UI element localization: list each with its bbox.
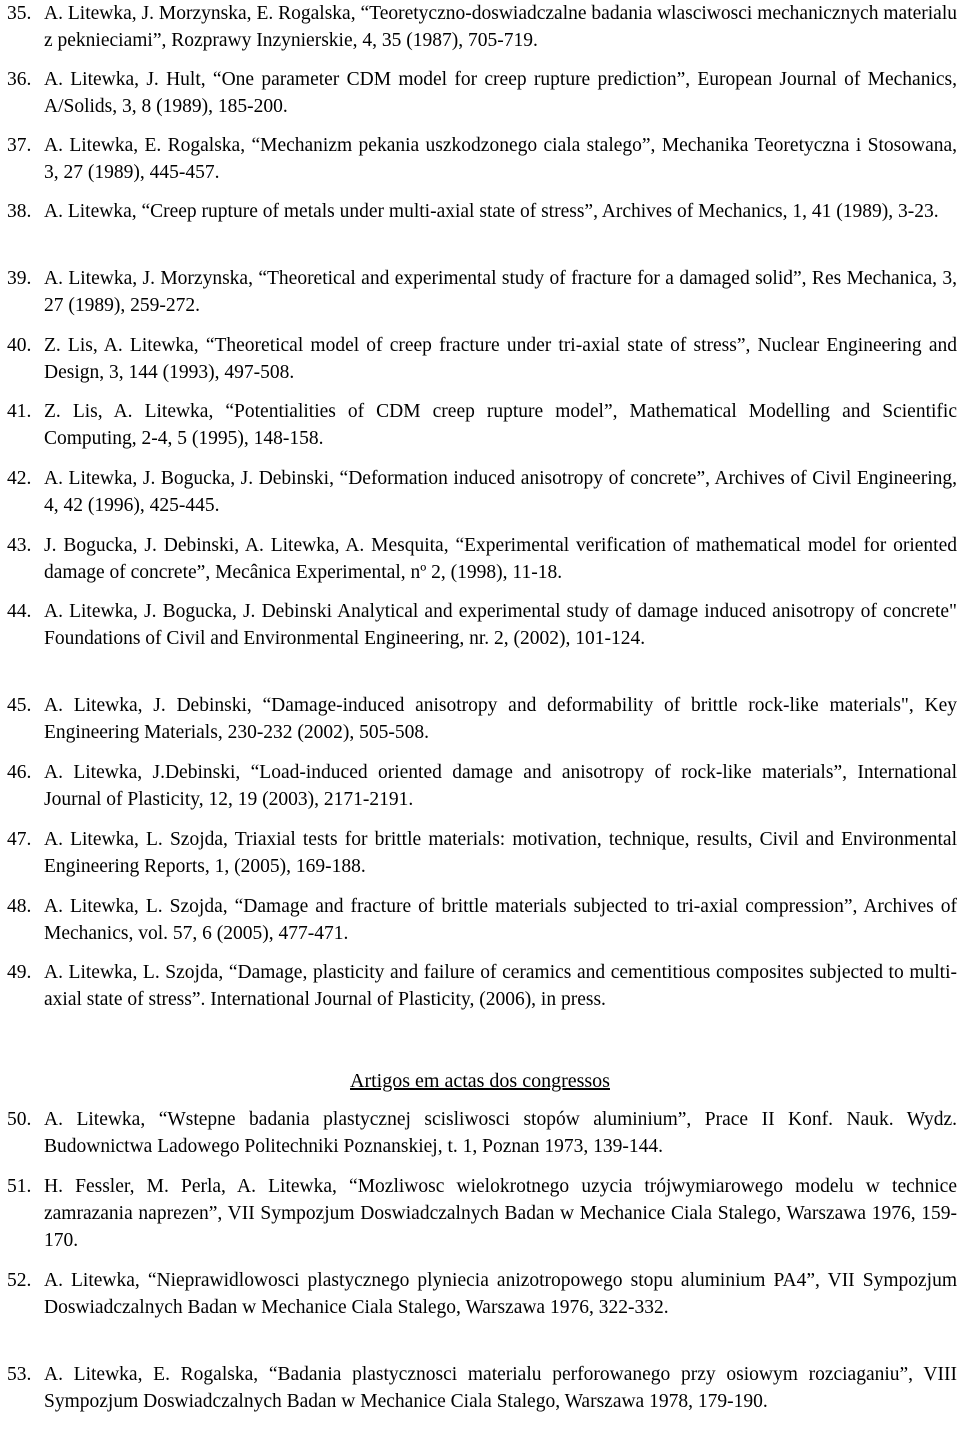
reference-text: A. Litewka, “Wstepne badania plastycznej scisliwosci stopów aluminium”, Prace II Konf. Nauk. Wydz. Budownictwa Ladowego Politechniki Poznanskiej, t. 1, Poznan 1973, 139-144. xyxy=(44,1109,957,1157)
reference-text: H. Fessler, M. Perla, A. Litewka, “Mozliwosc wielokrotnego uzycia trójwymiarowego modelu w technice zamrazania naprezen”, VII Sympozjum Doswiadczalnych Badan w Mechanice Ciala Stalego, Warszawa 1976, 159-170. xyxy=(44,1176,957,1251)
reference-text: A. Litewka, J. Morzynska, E. Rogalska, “Teoretyczno-doswiadczalne badania wlasciwosci mechanicznych materialu z peknieciami”, Rozprawy Inzynierskie, 4, 35 (1987), 705-719. xyxy=(44,3,957,51)
reference-item xyxy=(7,0,957,54)
reference-text: J. Bogucka, J. Debinski, A. Litewka, A. Mesquita, “Experimental verification of mathematical model for oriented damage of concrete”, Mecânica Experimental, nº 2, (1998), 11-18. xyxy=(44,535,957,583)
reference-item xyxy=(7,826,957,880)
reference-text: A. Litewka, “Nieprawidlowosci plastycznego plyniecia anizotropowego stopu aluminium PA4”, VII Sympozjum Doswiadczalnych Badan w Mechanice Ciala Stalego, Warszawa 1976, 322-332. xyxy=(44,1270,957,1318)
section-heading-text: Artigos em actas dos congressos xyxy=(350,1070,610,1092)
reference-number: 51. xyxy=(7,1176,32,1197)
reference-text: A. Litewka, J. Hult, “One parameter CDM model for creep rupture prediction”, European Journal of Mechanics, A/Solids, 3, 8 (1989), 185-200. xyxy=(44,69,957,117)
reference-item xyxy=(7,465,957,519)
reference-text: Z. Lis, A. Litewka, “Potentialities of CDM creep rupture model”, Mathematical Modelling and Scientific Computing, 2-4, 5 (1995), 148-158. xyxy=(44,401,957,449)
reference-item xyxy=(7,66,957,120)
reference-number: 35. xyxy=(7,3,32,24)
reference-text: A. Litewka, J.Debinski, “Load-induced oriented damage and anisotropy of rock-like materials”, International Journal of Plasticity, 12, 19 (2003), 2171-2191. xyxy=(44,762,957,810)
reference-number: 36. xyxy=(7,69,32,90)
reference-item xyxy=(7,598,957,652)
reference-number: 50. xyxy=(7,1109,32,1130)
reference-item xyxy=(7,1267,957,1321)
reference-number: 38. xyxy=(7,201,32,222)
reference-text: A. Litewka, L. Szojda, Triaxial tests for brittle materials: motivation, technique, results, Civil and Environmental Engineering Reports, 1, (2005), 169-188. xyxy=(44,829,957,877)
reference-text: A. Litewka, J. Bogucka, J. Debinski, “Deformation induced anisotropy of concrete”, Archives of Civil Engineering, 4, 42 (1996), 425-445. xyxy=(44,468,957,516)
reference-text: Z. Lis, A. Litewka, “Theoretical model of creep fracture under tri-axial state of stress”, Nuclear Engineering and Design, 3, 144 (1993), 497-508. xyxy=(44,335,957,383)
reference-number: 42. xyxy=(7,468,32,489)
reference-text: A. Litewka, “Creep rupture of metals under multi-axial state of stress”, Archives of Mechanics, 1, 41 (1989), 3-23. xyxy=(44,201,939,222)
reference-text: A. Litewka, J. Bogucka, J. Debinski Analytical and experimental study of damage induced anisotropy of concrete" Foundations of Civil and Environmental Engineering, nr. 2, (2002), 101-124. xyxy=(44,601,957,649)
reference-item xyxy=(7,759,957,813)
reference-text: A. Litewka, J. Debinski, “Damage-induced anisotropy and deformability of brittle rock-like materials", Key Engineering Materials, 230-232 (2002), 505-508. xyxy=(44,695,957,743)
section-heading xyxy=(0,1068,960,1094)
reference-number: 39. xyxy=(7,268,32,289)
reference-item xyxy=(7,532,957,586)
reference-text: A. Litewka, J. Morzynska, “Theoretical and experimental study of fracture for a damaged solid”, Res Mechanica, 3, 27 (1989), 259-272. xyxy=(44,268,957,316)
reference-text: A. Litewka, L. Szojda, “Damage and fracture of brittle materials subjected to tri-axial compression”, Archives of Mechanics, vol. 57, 6 (2005), 477-471. xyxy=(44,896,957,944)
reference-text: A. Litewka, E. Rogalska, “Mechanizm pekania uszkodzonego ciala stalego”, Mechanika Teoretyczna i Stosowana, 3, 27 (1989), 445-457. xyxy=(44,135,957,183)
reference-item xyxy=(7,265,957,319)
reference-item xyxy=(7,959,957,1013)
reference-number: 46. xyxy=(7,762,32,783)
reference-item xyxy=(7,1361,957,1415)
reference-number: 47. xyxy=(7,829,32,850)
reference-number: 43. xyxy=(7,535,32,556)
reference-number: 44. xyxy=(7,601,32,622)
reference-number: 53. xyxy=(7,1364,32,1385)
reference-number: 40. xyxy=(7,335,32,356)
reference-item xyxy=(7,132,957,186)
reference-item xyxy=(7,1173,957,1254)
reference-number: 37. xyxy=(7,135,32,156)
reference-number: 45. xyxy=(7,695,32,716)
reference-number: 48. xyxy=(7,896,32,917)
reference-number: 52. xyxy=(7,1270,32,1291)
reference-number: 49. xyxy=(7,962,32,983)
reference-item xyxy=(7,692,957,746)
reference-item xyxy=(7,398,957,452)
reference-item xyxy=(7,893,957,947)
reference-item xyxy=(7,332,957,386)
reference-text: A. Litewka, L. Szojda, “Damage, plasticity and failure of ceramics and cementitious composites subjected to multi-axial state of stress”. International Journal of Plasticity, (2006), in press. xyxy=(44,962,957,1010)
reference-item xyxy=(7,198,957,225)
reference-number: 41. xyxy=(7,401,32,422)
reference-text: A. Litewka, E. Rogalska, “Badania plastycznosci materialu perforowanego przy osiowym rozciaganiu”, VIII Sympozjum Doswiadczalnych Badan w Mechanice Ciala Stalego, Warszawa 1978, 179-190. xyxy=(44,1364,957,1412)
reference-item xyxy=(7,1106,957,1160)
